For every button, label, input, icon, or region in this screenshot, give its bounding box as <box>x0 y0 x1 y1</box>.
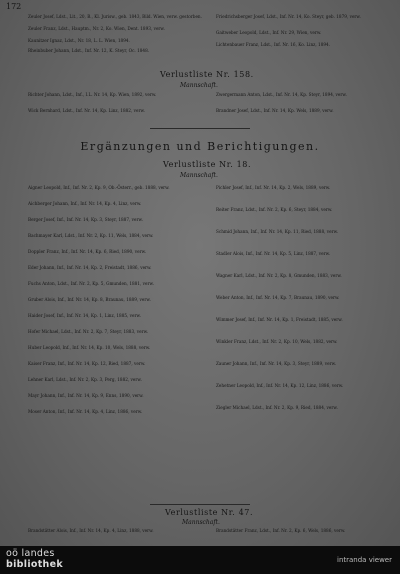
list-item: Kaunitzer Ignaz, Ldst., Nr. 18, L. L. Wien, 1894. <box>28 38 130 43</box>
divider <box>150 504 250 505</box>
list-item: Fuchs Anton, Ldst., Inf. Nr. 2, Kp. 5, Gmunden, 1881, verw. <box>28 281 154 286</box>
list-item: Haider Josef, Inf., Inf. Nr. 14, Kp. 1, Linz, 1885, verw. <box>28 313 141 318</box>
list-item: Kaiser Franz, Inf., Inf. Nr. 14, Kp. 12, Ried, 1887, verw. <box>28 361 146 366</box>
list-item: Hofer Michael, Ldst., Inf. Nr. 2, Kp. 7, Steyr, 1883, verw. <box>28 329 149 334</box>
list-item: Wagner Karl, Ldst., Inf. Nr. 2, Kp. 8, Gmunden, 1883, verw. <box>216 273 342 278</box>
list-item: Zeuler Franz, Ldst., Hauptm., Nr. 2, Ko. Wien, Dent. 1893, verw. <box>28 26 165 31</box>
section-subtitle: Mannschaft. <box>182 519 220 526</box>
library-logo[interactable] <box>6 548 63 570</box>
list-item: Mayr Johann, Inf., Inf. Nr. 14, Kp. 9, Enns, 1890, verw. <box>28 393 144 398</box>
list-item: Berger Josef, Inf., Inf. Nr. 14, Kp. 3, Steyr, 1887, verw. <box>28 217 143 222</box>
section-title: Verlustliste Nr. 47. <box>165 508 254 517</box>
list-item: Pichler Josef, Inf., Inf. Nr. 14, Kp. 2, Wels, 1889, verw. <box>216 185 331 190</box>
list-item: Winkler Franz, Ldst., Inf. Nr. 2, Kp. 10, Wels, 1882, verw. <box>216 339 338 344</box>
list-item: Aichberger Johann, Inf., Inf. Nr. 14, Kp. 4, Linz, verw. <box>28 201 142 206</box>
list-item: Stadler Alois, Inf., Inf. Nr. 14, Kp. 5, Linz, 1887, verw. <box>216 251 330 256</box>
logo-line1: oö landes <box>6 548 55 559</box>
list-item: Ziegler Michael, Ldst., Inf. Nr. 2, Kp. 9, Ried, 1884, verw. <box>216 405 338 410</box>
list-item: Weber Anton, Inf., Inf. Nr. 14, Kp. 7, Braunau, 1890, verw. <box>216 295 340 300</box>
list-item: Brandstätter Alois, Inf., Inf. Nr. 14, Kp. 4, Linz, 1888, verw. <box>28 528 154 533</box>
divider <box>150 128 250 129</box>
list-item: Zeuler Josef, Ldst., Lit., 20, B., Kl. Jurisw., geb. 1843, Bild. Wien, verw. gestorben. <box>28 14 202 19</box>
section-title: Verlustliste Nr. 18. <box>163 160 252 169</box>
list-item: Zauner Johann, Inf., Inf. Nr. 14, Kp. 3, Steyr, 1889, verw. <box>216 361 337 366</box>
main-heading: Ergänzungen und Berichtigungen. <box>80 140 320 153</box>
section-subtitle: Mannschaft. <box>180 82 218 89</box>
list-item: Doppler Franz, Inf., Inf. Nr. 14, Kp. 6, Ried, 1890, verw. <box>28 249 147 254</box>
list-item: Schmid Johann, Inf., Inf. Nr. 14, Kp. 11, Ried, 1888, verw. <box>216 229 339 234</box>
list-item: Zehetner Leopold, Inf., Inf. Nr. 14, Kp. 12, Linz, 1886, verw. <box>216 383 344 388</box>
logo-line2: bibliothek <box>6 559 63 570</box>
list-item: Reiter Franz, Ldst., Inf. Nr. 2, Kp. 6, Steyr, 1884, verw. <box>216 207 333 212</box>
list-item: Richter Johann, Ldst., Inf., I.L. Nr. 14, Kp. Wien, 1892, verw. <box>28 92 157 97</box>
list-item: Gaitweber Leopold, Ldst., Inf. Nr. 29, Wien, verw. <box>216 30 322 35</box>
list-item: Wimmer Josef, Inf., Inf. Nr. 14, Kp. 1, Freistadt, 1885, verw. <box>216 317 343 322</box>
page-number: 172 <box>6 2 22 11</box>
list-item: Gruber Alois, Inf., Inf. Nr. 14, Kp. 8, Braunau, 1889, verw. <box>28 297 151 302</box>
list-item: Wick Bernhard, Ldst., Inf. Nr. 14, Kp. Linz, 1882, verw. <box>28 108 145 113</box>
list-item: Friedrichsberger Josef, Ldst., Inf. Nr. 14, Ko. Steyr, geb. 1879, verw. <box>216 14 361 19</box>
list-item: Zwergermann Anton, Ldst., Inf. Nr. 14, Kp. Steyr, 1894, verw. <box>216 92 347 97</box>
list-item: Brandstätter Franz, Ldst., Inf. Nr. 2, Kp. 6, Wels, 1886, verw. <box>216 528 346 533</box>
list-item: Rheinbuber Johann, Ldst., Inf. Nr. 12, K. Steyr, Oc. 1848. <box>28 48 150 53</box>
list-item: Aigner Leopold, Inf., Inf. Nr. 2, Kp. 9, Ob.-Österr., geb. 1888, verw. <box>28 185 170 190</box>
list-item: Brandner Josef, Ldst., Inf. Nr. 14, Kp. Wels, 1889, verw. <box>216 108 334 113</box>
list-item: Huber Leopold, Inf., Inf. Nr. 14, Kp. 10, Wels, 1888, verw. <box>28 345 151 350</box>
list-item: Moser Anton, Inf., Inf. Nr. 14, Kp. 4, Linz, 1886, verw. <box>28 409 143 414</box>
list-item: Lehner Karl, Ldst., Inf. Nr. 2, Kp. 3, Perg, 1882, verw. <box>28 377 142 382</box>
section-subtitle: Mannschaft. <box>180 172 218 179</box>
viewer-label: intranda viewer <box>337 556 392 564</box>
section-title: Verlustliste Nr. 158. <box>160 70 254 79</box>
list-item: Bachmayer Karl, Ldst., Inf. Nr. 2, Kp. 11, Wels, 1884, verw. <box>28 233 154 238</box>
list-item: Eder Johann, Inf., Inf. Nr. 14, Kp. 2, Freistadt, 1886, verw. <box>28 265 152 270</box>
list-item: Lichtenbauer Franz, Ldst., Inf. Nr. 16, Ko. Linz, 1894. <box>216 42 331 47</box>
